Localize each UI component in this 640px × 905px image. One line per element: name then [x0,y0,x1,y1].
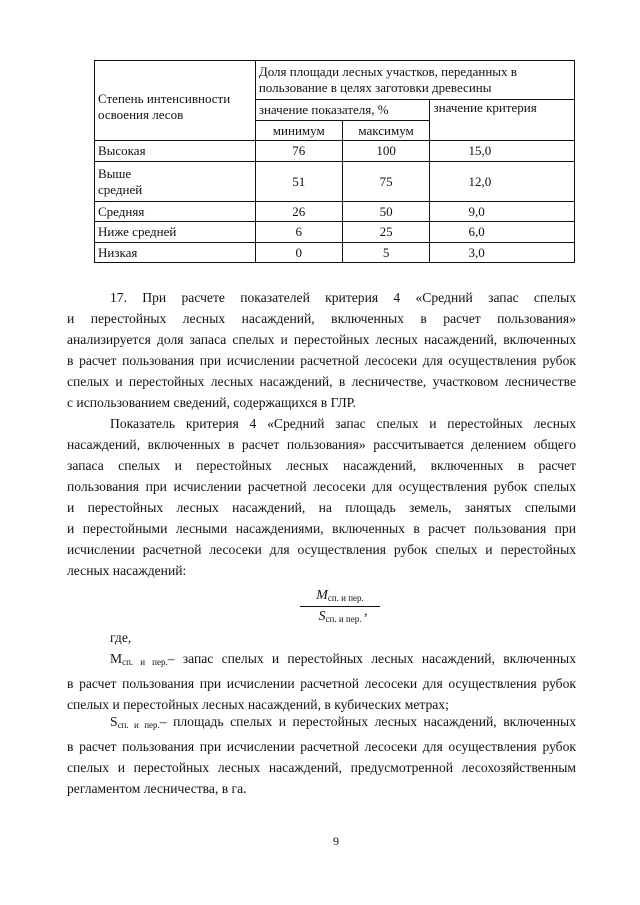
row-criterion: 9,0 [430,202,575,222]
text-line: $S_{сп. и пер.}-$ площадь спелых и перестойных лесных насаждений, включенных [110,714,576,730]
row-label: Средняя [95,202,256,222]
text-line: запаса спелых и перестойных лесных насаждений, включенных в расчет [67,458,576,473]
row-label: Высокая [95,141,256,162]
header-min: минимум [255,121,342,141]
row-max: 100 [342,141,430,162]
row-label: Выше средней [95,162,256,202]
text-line: и перестойных лесных насаждений, на площадь земель, занятых спелыми [67,500,576,515]
text-line: в расчет пользования при исчислении расчетной лесосеки для осуществления рубок [67,353,576,368]
table-row [95,243,575,263]
text-line: в расчет пользования при исчислении расчетной лесосеки для осуществления рубок [67,676,576,691]
row-min: 51 [255,162,342,202]
definition-m [67,648,576,715]
table-row [95,141,575,162]
table-row [95,222,575,243]
row-min: 76 [255,141,342,162]
row-label: Низкая [95,243,256,263]
text-line: 17. При расчете показателей критерия 4 «Средний запас спелых [110,290,576,305]
row-label: Ниже средней [95,222,256,243]
header-share: Доля площади лесных участков, переданных в пользование в целях заготовки древесины [255,61,574,100]
text-line: $М_{сп. и пер.}-$ запас спелых и перестойных лесных насаждений, включенных [110,651,576,667]
formula-fraction [300,588,380,625]
page-number: 9 [333,834,339,848]
row-criterion: 6,0 [430,222,575,243]
text-line: спелых и перестойных лесных насаждений, предусмотренной лесохозяйственным [67,760,576,775]
intensity-table [94,60,575,263]
row-min: 26 [255,202,342,222]
row-min: 0 [255,243,342,263]
formula-denominator: $S_{сп. и пер.}$ [318,609,362,624]
row-criterion: 15,0 [430,141,575,162]
text-line: анализируется доля запаса спелых и перестойных лесных насаждений, включенных [67,332,576,347]
text-line: регламентом лесничества, в га. [67,781,247,796]
header-intensity: Степень интенсивности освоения лесов [95,61,256,141]
where-label: где, [110,630,132,645]
row-max: 25 [342,222,430,243]
row-max: 75 [342,162,430,202]
formula-numerator: $M_{сп. и пер.}$ [300,588,380,607]
row-criterion: 12,0 [430,162,575,202]
text-line: в расчет пользования при исчислении расчетной лесосеки для осуществления рубок [67,739,576,754]
row-min: 6 [255,222,342,243]
paragraph-criterion-4 [67,413,576,581]
definition-s [67,711,576,799]
text-line: и перестойными лесными насаждениями, включенных в расчет пользования при [67,521,576,536]
row-criterion: 3,0 [430,243,575,263]
row-max: 5 [342,243,430,263]
text-line: с использованием сведений, содержащихся в ГЛР. [67,395,356,410]
table-row [95,202,575,222]
text-line: лесных насаждений: [67,563,187,578]
text-line: Показатель критерия 4 «Средний запас спелых и перестойных лесных [110,416,576,431]
text-line: исчислении расчетной лесосеки для осуществления рубок спелых и перестойных [67,542,576,557]
text-line: спелых и перестойных лесных насаждений, в лесничестве, участковом лесничестве [67,374,576,389]
row-max: 50 [342,202,430,222]
header-max: максимум [342,121,430,141]
paragraph-17 [67,287,576,413]
table-row [95,162,575,202]
text-line: спелых и перестойных лесных насаждений, в кубических метрах; [67,697,449,712]
text-line: пользования при исчислении расчетной лесосеки для осуществления рубок спелых [67,479,576,494]
header-criterion: значение критерия [430,100,575,141]
text-line: и перестойных лесных насаждений, включенных в расчет пользования» [67,311,576,326]
formula-comma: , [364,604,368,619]
text-line: насаждений, включенных в расчет пользования» рассчитывается делением общего [67,437,576,452]
header-indicator: значение показателя, % [255,100,430,121]
